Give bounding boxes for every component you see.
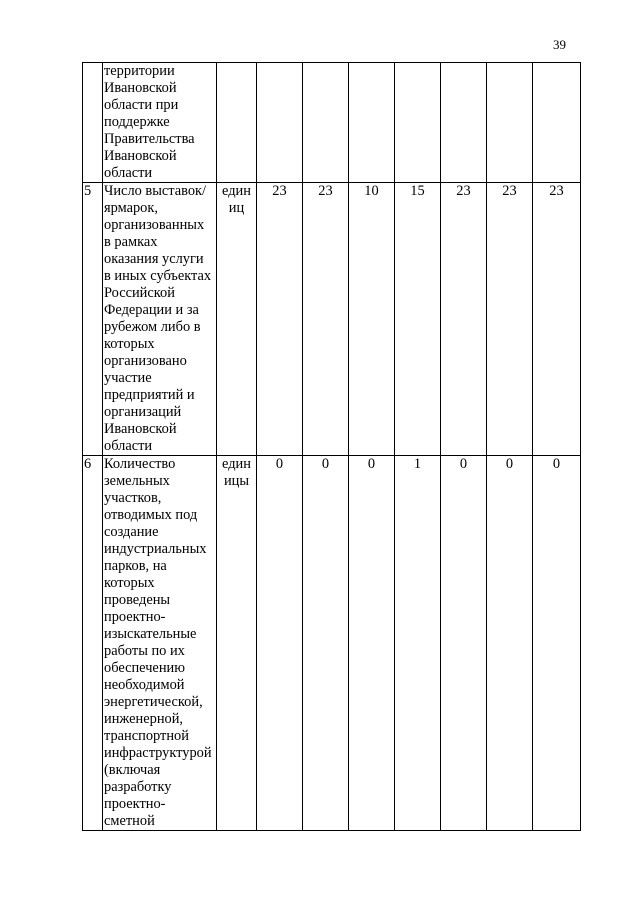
indicator-name-line: поддержке	[104, 114, 170, 130]
value-cell: 0	[533, 456, 581, 831]
value-cell: 23	[257, 183, 303, 456]
unit-line: един	[222, 456, 251, 472]
table-row	[83, 63, 581, 183]
indicator-name-line: которых	[104, 336, 155, 352]
indicator-name-line: Ивановской	[104, 421, 177, 437]
indicator-name	[103, 456, 217, 831]
indicator-name-line: сметной	[104, 813, 155, 829]
indicator-name-line: в рамках	[104, 234, 158, 250]
indicator-name	[103, 183, 217, 456]
indicator-name-line: организовано	[104, 353, 187, 369]
indicator-name-line: создание	[104, 524, 159, 540]
indicator-name-line: области	[104, 165, 153, 181]
indicator-name-line: Ивановской	[104, 80, 177, 96]
value-cell	[487, 63, 533, 183]
indicator-name-line: инженерной,	[104, 711, 184, 727]
table-row	[83, 456, 581, 831]
unit-line: един	[222, 183, 251, 199]
indicator-name-line: Российской	[104, 285, 175, 301]
indicator-name-line: разработку	[104, 779, 172, 795]
indicator-name-line: ярмарок,	[104, 200, 158, 216]
unit-of-measure	[217, 183, 257, 456]
indicator-name-line: предприятий и	[104, 387, 195, 403]
table-row	[83, 183, 581, 456]
row-number: 6	[83, 456, 103, 831]
indicator-name-line: проектно-	[104, 609, 166, 625]
value-cell: 1	[395, 456, 441, 831]
indicator-name-line: земельных	[104, 473, 170, 489]
indicator-name-line: в иных субъектах	[104, 268, 212, 284]
indicator-name-line: Число выставок/	[104, 183, 206, 199]
indicator-name-line: отводимых под	[104, 507, 198, 523]
indicator-name-line: инфраструктурой	[104, 745, 212, 761]
value-cell	[441, 63, 487, 183]
row-number	[83, 63, 103, 183]
indicator-name-line: Ивановской	[104, 148, 177, 164]
indicator-name-line: работы по их	[104, 643, 185, 659]
value-cell: 15	[395, 183, 441, 456]
page-number: 39	[553, 37, 566, 52]
indicator-name-line: Количество	[104, 456, 176, 472]
value-cell: 23	[533, 183, 581, 456]
indicator-name-line: обеспечению	[104, 660, 185, 676]
value-cell: 0	[349, 456, 395, 831]
indicator-name-line: транспортной	[104, 728, 189, 744]
value-cell: 0	[441, 456, 487, 831]
indicator-name-line: организованных	[104, 217, 205, 233]
value-cell: 23	[303, 183, 349, 456]
unit-line: ицы	[223, 473, 250, 489]
value-cell	[303, 63, 349, 183]
indicator-name-line: территории	[104, 63, 175, 79]
indicators-table	[82, 62, 581, 831]
indicator-name-line: проведены	[104, 592, 171, 608]
indicator-name-line: участие	[104, 370, 152, 386]
value-cell: 0	[487, 456, 533, 831]
indicator-name-line: которых	[104, 575, 155, 591]
indicator-name-line: изыскательные	[104, 626, 197, 642]
indicator-name-line: необходимой	[104, 677, 185, 693]
indicator-name-line: рубежом либо в	[104, 319, 201, 335]
value-cell	[257, 63, 303, 183]
indicator-name-line: области при	[104, 97, 179, 113]
indicator-name-line: оказания услуги	[104, 251, 204, 267]
row-number: 5	[83, 183, 103, 456]
indicator-name-line: проектно-	[104, 796, 166, 812]
value-cell: 0	[257, 456, 303, 831]
value-cell: 23	[441, 183, 487, 456]
indicator-name-line: Правительства	[104, 131, 195, 147]
value-cell	[395, 63, 441, 183]
indicator-name-line: парков, на	[104, 558, 167, 574]
value-cell: 23	[487, 183, 533, 456]
indicator-name	[103, 63, 217, 183]
indicator-name-line: организаций	[104, 404, 182, 420]
unit-of-measure	[217, 63, 257, 183]
indicator-name-line: Федерации и за	[104, 302, 199, 318]
indicator-name-line: участков,	[104, 490, 162, 506]
unit-of-measure	[217, 456, 257, 831]
value-cell: 10	[349, 183, 395, 456]
value-cell	[533, 63, 581, 183]
unit-line: иц	[228, 200, 245, 216]
indicator-name-line: области	[104, 438, 153, 454]
value-cell	[349, 63, 395, 183]
indicator-name-line: (включая	[104, 762, 161, 778]
indicator-name-line: индустриальных	[104, 541, 207, 557]
value-cell: 0	[303, 456, 349, 831]
indicator-name-line: энергетической,	[104, 694, 203, 710]
